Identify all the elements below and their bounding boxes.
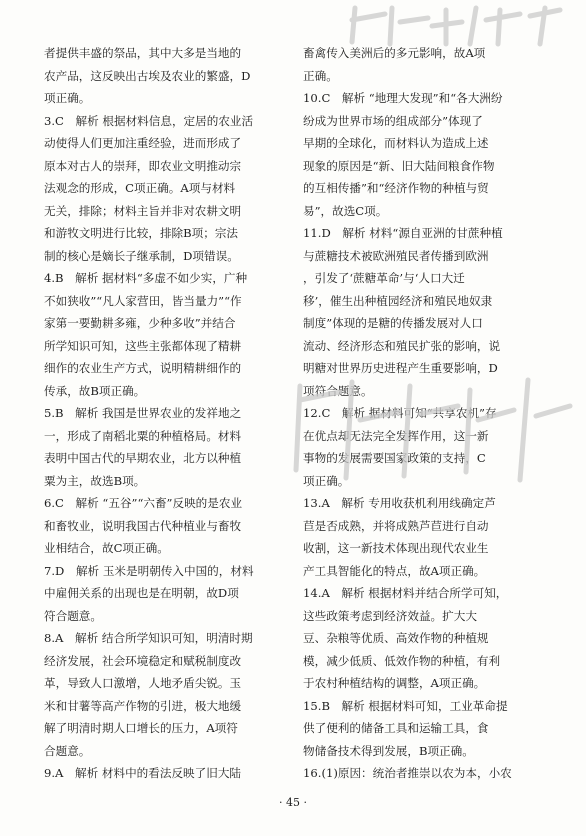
right-text-line: 模，减少低质、低效作物的种植，有利 [303, 653, 501, 668]
right-text-line: 流动、经济形态和殖民扩张的影响，说 [303, 338, 501, 353]
left-text-line: 解了明清时期人口增长的压力，A项符 [44, 721, 238, 735]
right-text-line: 13.A 解析 专用收获机利用线确定芦 [303, 496, 496, 510]
left-text-line: 业相结合，故C项正确。 [44, 541, 169, 555]
left-text-line: 米和甘薯等高产作物的引进，极大地缓 [44, 698, 242, 713]
right-text-line: 豆、杂粮等优质、高效作物的种植规 [303, 631, 489, 645]
left-text-line: 法观念的形成，C项正确。A项与材料 [44, 181, 236, 195]
right-text-line: 的互相传播”和“经济作物的种植与贸 [303, 181, 489, 195]
right-text-line: 移’，催生出种植园经济和殖民地奴隶 [303, 293, 493, 308]
right-text-line: 与蔗糖技术被欧洲殖民者传播到欧洲 [303, 248, 489, 263]
left-text-line: 5.B 解析 我国是世界农业的发祥地之 [44, 406, 242, 420]
right-text-line: 事物的发展需要国家政策的支持，C [303, 451, 486, 465]
left-text-line: 中雇佣关系的出现也是在明朝，故D项 [44, 586, 239, 600]
left-text-line: 不如狭收”“凡人家营田，皆当量力”“作 [44, 293, 242, 308]
left-text-line: 动使得人们更加注重经验，进而形成了 [44, 136, 242, 150]
right-text-line: 15.B 解析 根据材料可知，工业革命提 [303, 698, 508, 713]
right-text-line: 供了便利的储备工具和运输工具，食 [303, 721, 489, 735]
left-text-line: 革，导致人口激增，人地矛盾尖锐。玉 [44, 676, 242, 690]
left-text-line: 粟为主，故选B项。 [44, 473, 146, 488]
right-text-line: 12.C 解析 据材料可知“共享农机”存 [303, 406, 497, 420]
right-text-line: 早期的全球化，而材料认为造成上述 [303, 136, 489, 150]
right-text-line: 项正确。 [303, 473, 350, 488]
right-text-line: 16.(1)原因：统治者推崇以农为本，小农 [303, 766, 512, 780]
right-column [303, 42, 541, 785]
left-text-line: 8.A 解析 结合所学知识可知，明清时期 [44, 631, 253, 645]
right-text-line: 纷成为世界市场的组成部分”体现了 [303, 113, 483, 128]
left-text-line: 制的核心是嫡长子继承制，D项错误。 [44, 248, 239, 263]
left-text-line: 7.D 解析 玉米是明朝传入中国的，材料 [44, 563, 254, 578]
right-text-line: 在优点却无法完全发挥作用，这一新 [303, 428, 489, 443]
left-text-line: 4.B 解析 据材料“多虚不如少实，广种 [44, 271, 248, 285]
right-text-line: 畜禽传入美洲后的多元影响，故A项 [303, 46, 486, 60]
right-text-line: 14.A 解析 根据材料并结合所学可知， [303, 586, 508, 600]
left-text-line: 一，形成了南稻北粟的种植格局。材料 [44, 428, 242, 443]
left-text-line: 符合题意。 [44, 608, 102, 623]
right-text-line: 易”，故选C项。 [303, 203, 388, 218]
left-text-line: 和畜牧业，说明我国古代种植业与畜牧 [44, 518, 242, 533]
right-text-line: 10.C 解析 “地理大发现”和“各大洲纷 [303, 91, 503, 105]
left-text-line: 和游牧文明进行比较，排除B项；宗法 [44, 226, 239, 240]
left-text-line: 项正确。 [44, 91, 91, 105]
right-text-line: 现象的原因是“新、旧大陆间粮食作物 [303, 158, 495, 173]
right-text-line: 于农村种植结构的调整，A项正确。 [303, 676, 486, 690]
left-column [44, 42, 284, 785]
left-text-line: 经济发展，社会环境稳定和赋税制度改 [44, 653, 242, 668]
left-text-line: 所学知识可知，这些主张都体现了精耕 [44, 338, 242, 353]
page-number: · 45 · [279, 796, 307, 809]
left-text-line: 无关，排除；材料主旨并非对农耕文明 [44, 203, 242, 218]
left-text-line: 合题意。 [44, 743, 91, 758]
left-text-line: 表明中国古代的早期农业，北方以种植 [44, 451, 242, 465]
right-text-line: 物储备技术得到发展，B项正确。 [303, 743, 474, 758]
left-text-line: 3.C 解析 根据材料信息，定居的农业活 [44, 113, 254, 128]
left-text-line: 细作的农业生产方式，说明精耕细作的 [44, 361, 242, 375]
right-text-line: 制度”体现的是糖的传播发展对人口 [303, 316, 483, 330]
right-text-line: 正确。 [303, 68, 338, 83]
left-text-line: 家第一要勤耕多雍，少种多收”并结合 [44, 316, 236, 330]
left-text-line: 原本对古人的崇拜，即农业文明推动宗 [44, 158, 242, 173]
left-text-line: 农产品，这反映出古埃及农业的繁盛，D [44, 68, 251, 83]
right-text-line: 这些政策考虑到经济效益。扩大大 [303, 608, 477, 623]
right-text-line: 产工具智能化的特点，故A项正确。 [303, 563, 486, 578]
right-text-line: 收割，这一新技术体现出现代农业生 [303, 541, 489, 555]
left-text-line: 者提供丰盛的祭品，其中大多是当地的 [44, 46, 242, 60]
right-text-line: 项符合题意。 [303, 383, 373, 398]
right-text-line: 11.D 解析 材料“源自亚洲的甘蔗种植 [303, 226, 503, 240]
left-text-line: 9.A 解析 材料中的看法反映了旧大陆 [44, 766, 242, 780]
left-text-line: 6.C 解析 “五谷”“六畜”反映的是农业 [44, 496, 243, 510]
right-text-line: 明糖对世界历史进程产生重要影响，D [303, 361, 498, 375]
left-text-line: 传承，故B项正确。 [44, 383, 146, 398]
right-text-line: ，引发了‘蔗糖革命’与‘人口大迁 [303, 271, 465, 285]
right-text-line: 苣是否成熟，并将成熟芦苣进行自动 [303, 518, 489, 533]
